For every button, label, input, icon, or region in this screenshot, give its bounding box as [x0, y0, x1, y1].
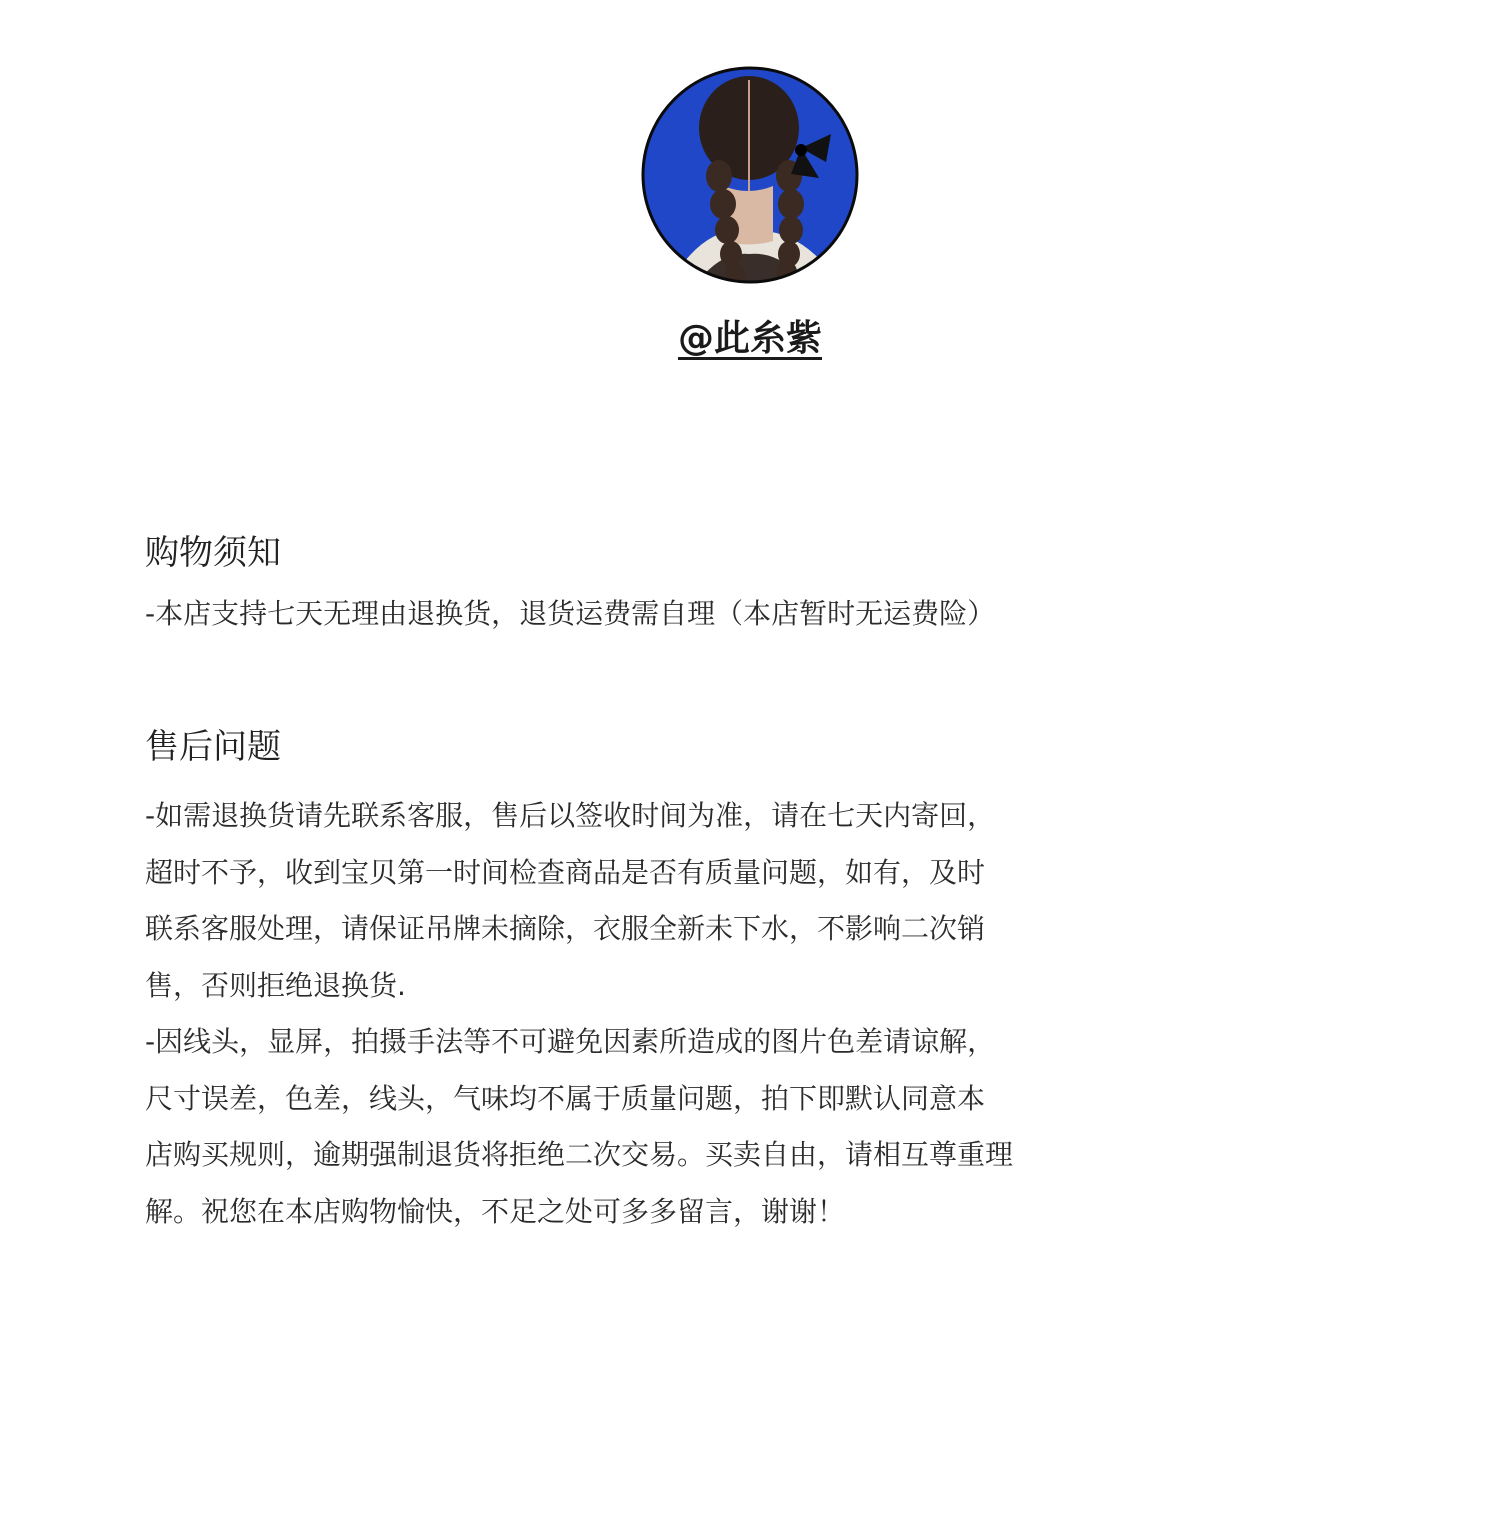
- aftersale-heading: 售后问题: [145, 727, 281, 767]
- shopping-notice-section: [145, 528, 1185, 634]
- avatar[interactable]: [641, 66, 859, 284]
- aftersale-line: 超时不予，收到宝贝第一时间检查商品是否有质量问题，如有，及时: [145, 855, 986, 889]
- aftersale-line: 联系客服处理，请保证吊牌未摘除，衣服全新未下水，不影响二次销: [145, 912, 986, 945]
- profile-handle-wrap: [0, 316, 1500, 362]
- aftersale-line: 解。祝您在本店购物愉快，不足之处可多多留言，谢谢！: [145, 1194, 846, 1228]
- aftersale-line: -如需退换货请先联系客服，售后以签收时间为准，请在七天内寄回，: [145, 799, 996, 832]
- aftersale-section: [145, 722, 1185, 1240]
- profile-handle-link[interactable]: @此糸紫: [677, 318, 822, 359]
- aftersale-line: 售，否则拒绝退换货.: [145, 968, 406, 1002]
- aftersale-line: 店购买规则，逾期强制退货将拒绝二次交易。买卖自由，请相互尊重理: [145, 1138, 1014, 1171]
- aftersale-line: 尺寸误差，色差，线头，气味均不属于质量问题，拍下即默认同意本: [145, 1081, 986, 1115]
- shopping-notice-heading: 购物须知: [145, 533, 281, 573]
- aftersale-line: -因线头，显屏，拍摄手法等不可避免因素所造成的图片色差请谅解，: [145, 1025, 996, 1058]
- shopping-notice-line: -本店支持七天无理由退换货，退货运费需自理（本店暂时无运费险）: [145, 597, 996, 630]
